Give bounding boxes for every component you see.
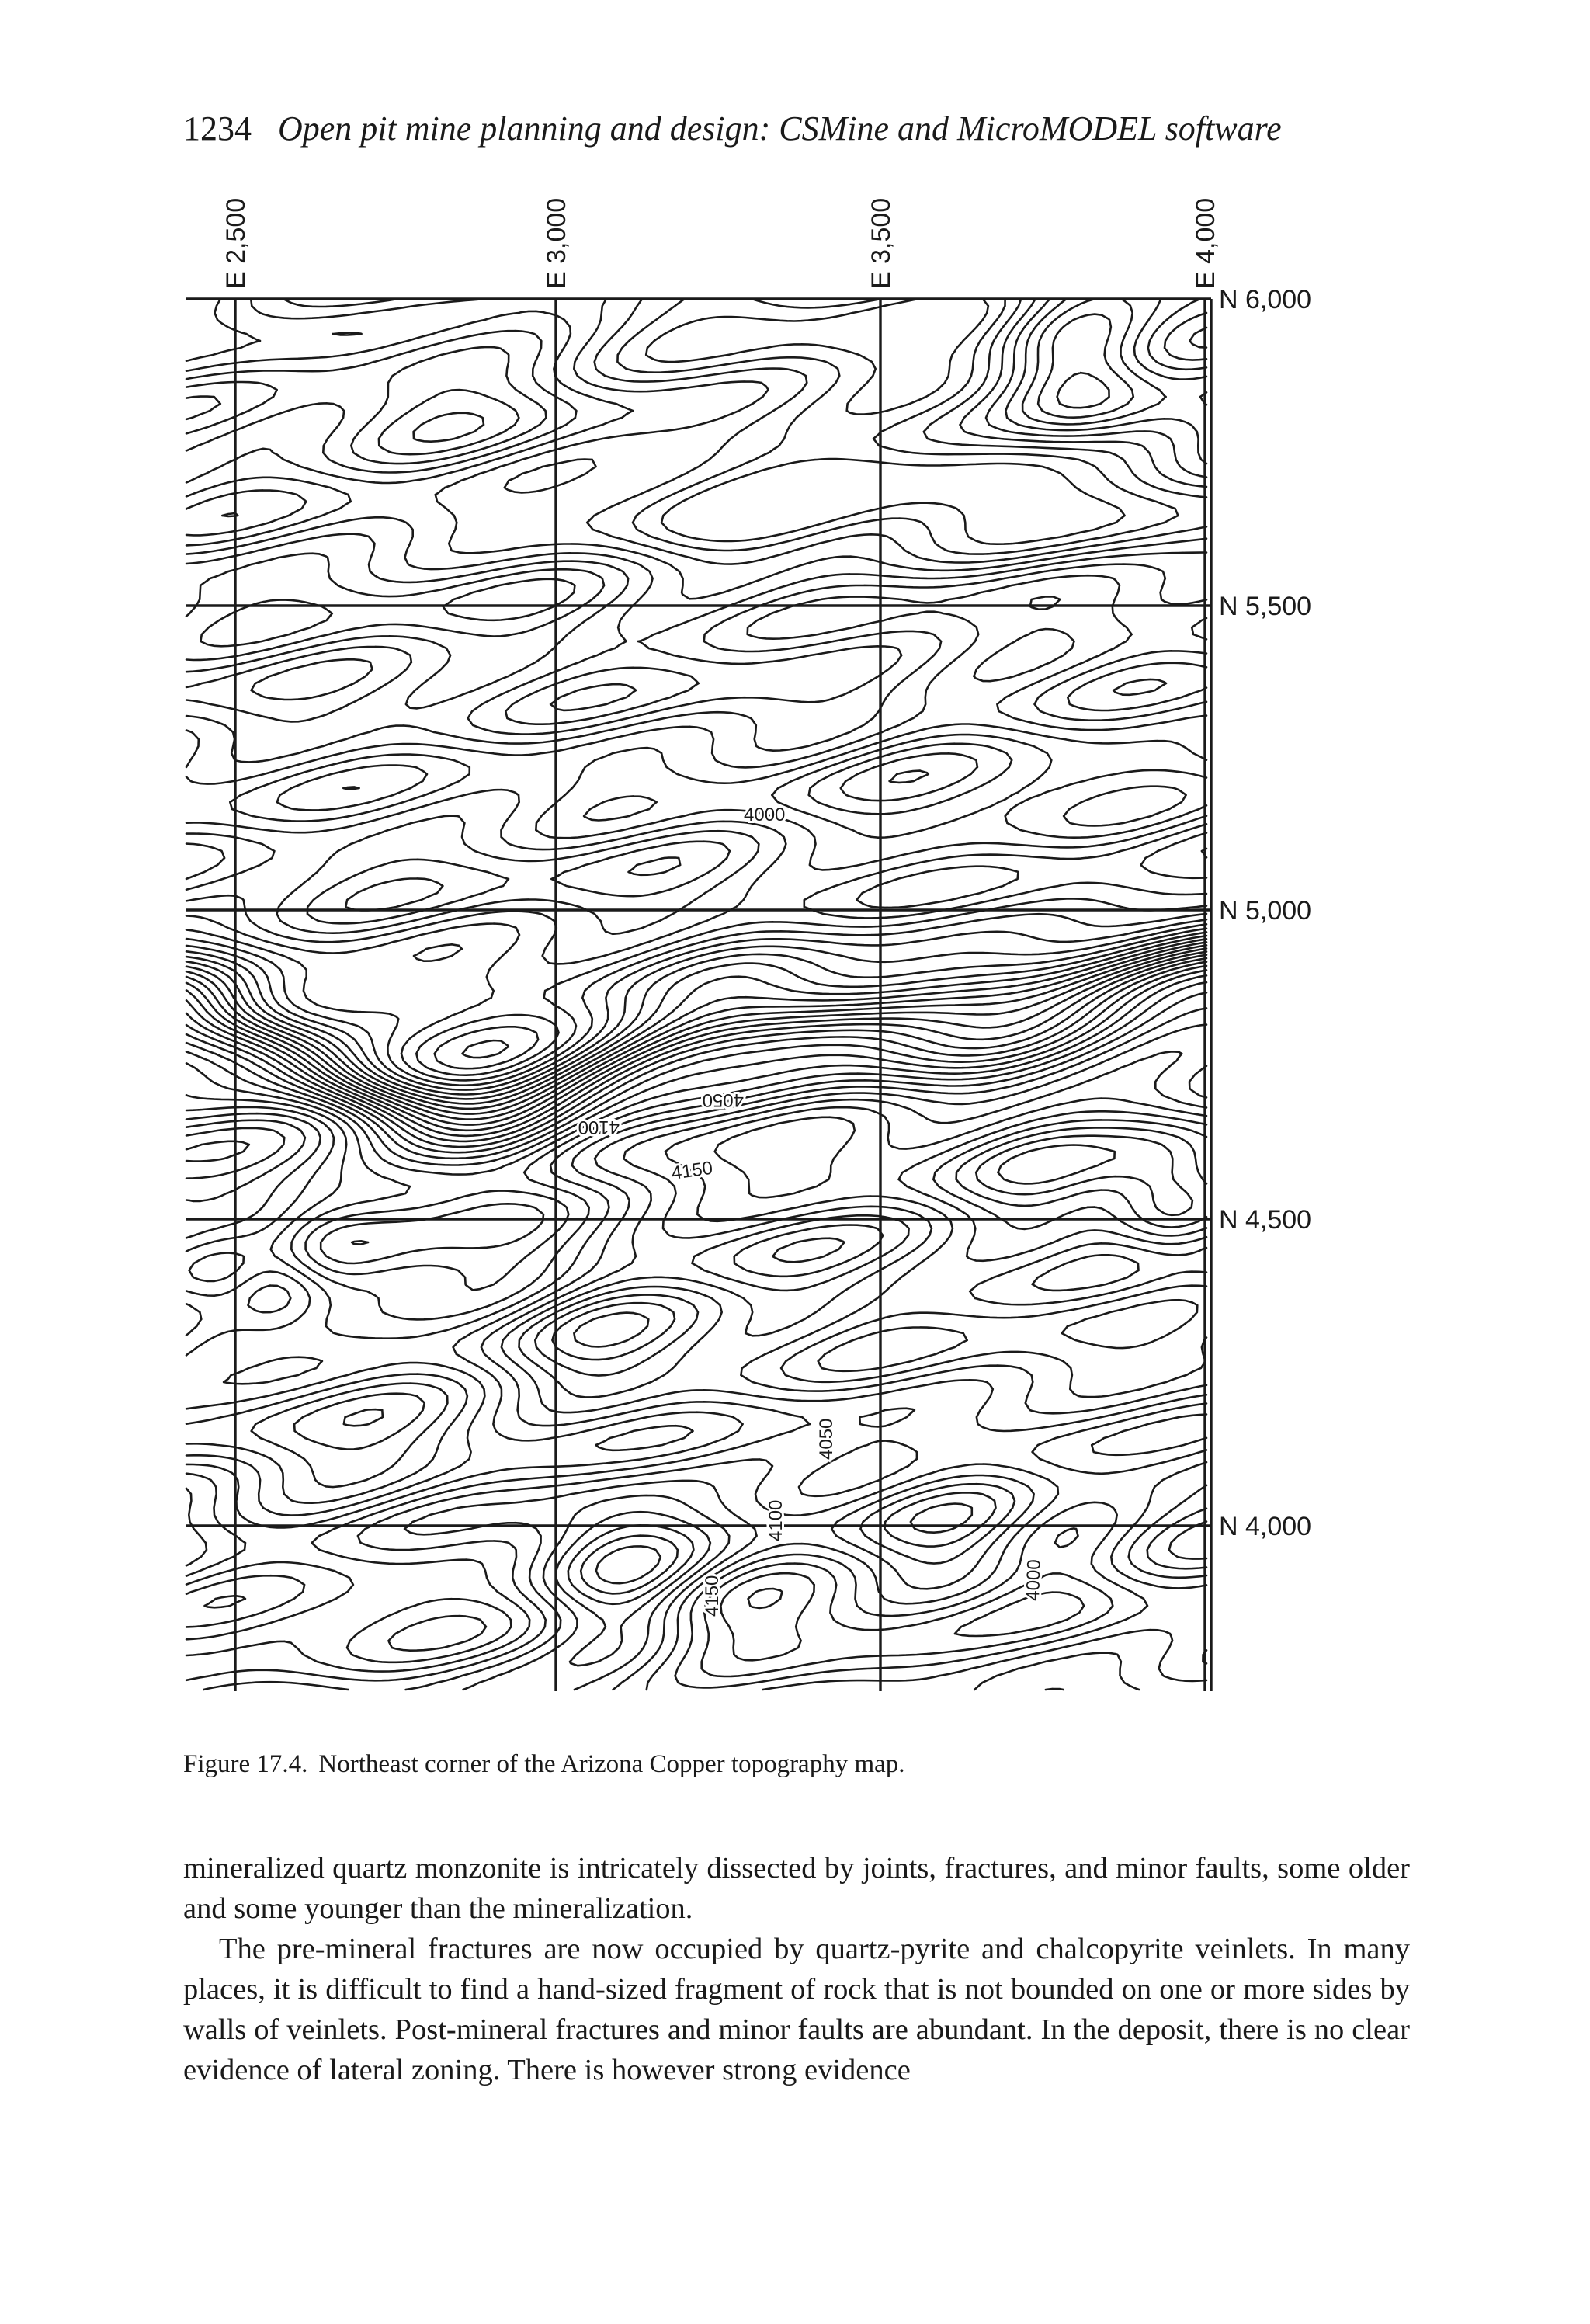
title-software-a: CSMine: [779, 109, 890, 148]
contour-label: 4150: [702, 1575, 723, 1617]
easting-label: E 3,000: [542, 197, 571, 289]
title-separator: :: [759, 109, 779, 148]
contour-label: 4100: [765, 1499, 786, 1541]
contour-path: [186, 299, 1206, 1690]
title-connector: and: [889, 109, 958, 148]
title-main: Open pit mine planning and design: [278, 109, 759, 148]
contour-label: 4000: [1022, 1558, 1045, 1602]
northing-label: N 5,000: [1219, 896, 1312, 926]
body-text: [183, 1848, 1410, 2090]
northing-label: N 4,500: [1219, 1205, 1312, 1235]
paragraph-2: The pre-mineral fractures are now occupied by quartz-pyrite and chalcopyrite veinlets. In many places, it is difficult to find a hand-sized fragment of rock that is not bounded on one or more sides by walls of veinlets. Post-mineral fractures and minor faults are abundant. In the deposit, there is no clear evidence of lateral zoning. There is however strong evidence: [183, 1933, 1410, 2086]
northing-label: N 6,000: [1219, 285, 1312, 314]
title-suffix: software: [1156, 109, 1282, 148]
northing-label: N 4,000: [1219, 1512, 1312, 1541]
caption-label: Figure 17.4.: [183, 1750, 308, 1778]
northing-label: N 5,500: [1219, 592, 1312, 621]
northing-labels: [1219, 285, 1311, 1541]
contour-label: 4050: [816, 1418, 837, 1460]
contour-lines: [186, 299, 1206, 1690]
contour-label: 4100: [578, 1117, 620, 1138]
easting-labels: [221, 198, 1220, 289]
figure-caption: [183, 1747, 1410, 1781]
easting-label: E 3,500: [866, 197, 896, 289]
title-software-b: MicroMODEL: [957, 109, 1157, 148]
paragraph-1: mineralized quartz monzonite is intricately dissected by joints, fractures, and minor faults, some older and some younger than the mineralization.: [183, 1852, 1410, 1925]
contour-label: 4150: [670, 1157, 714, 1184]
contour-label: 4050: [702, 1089, 744, 1110]
easting-label: E 4,000: [1191, 197, 1220, 289]
contour-label: 4000: [744, 804, 786, 825]
easting-label: E 2,500: [221, 197, 251, 289]
page-number: 1234: [183, 109, 252, 148]
caption-text: Northeast corner of the Arizona Copper topography map.: [318, 1750, 905, 1778]
